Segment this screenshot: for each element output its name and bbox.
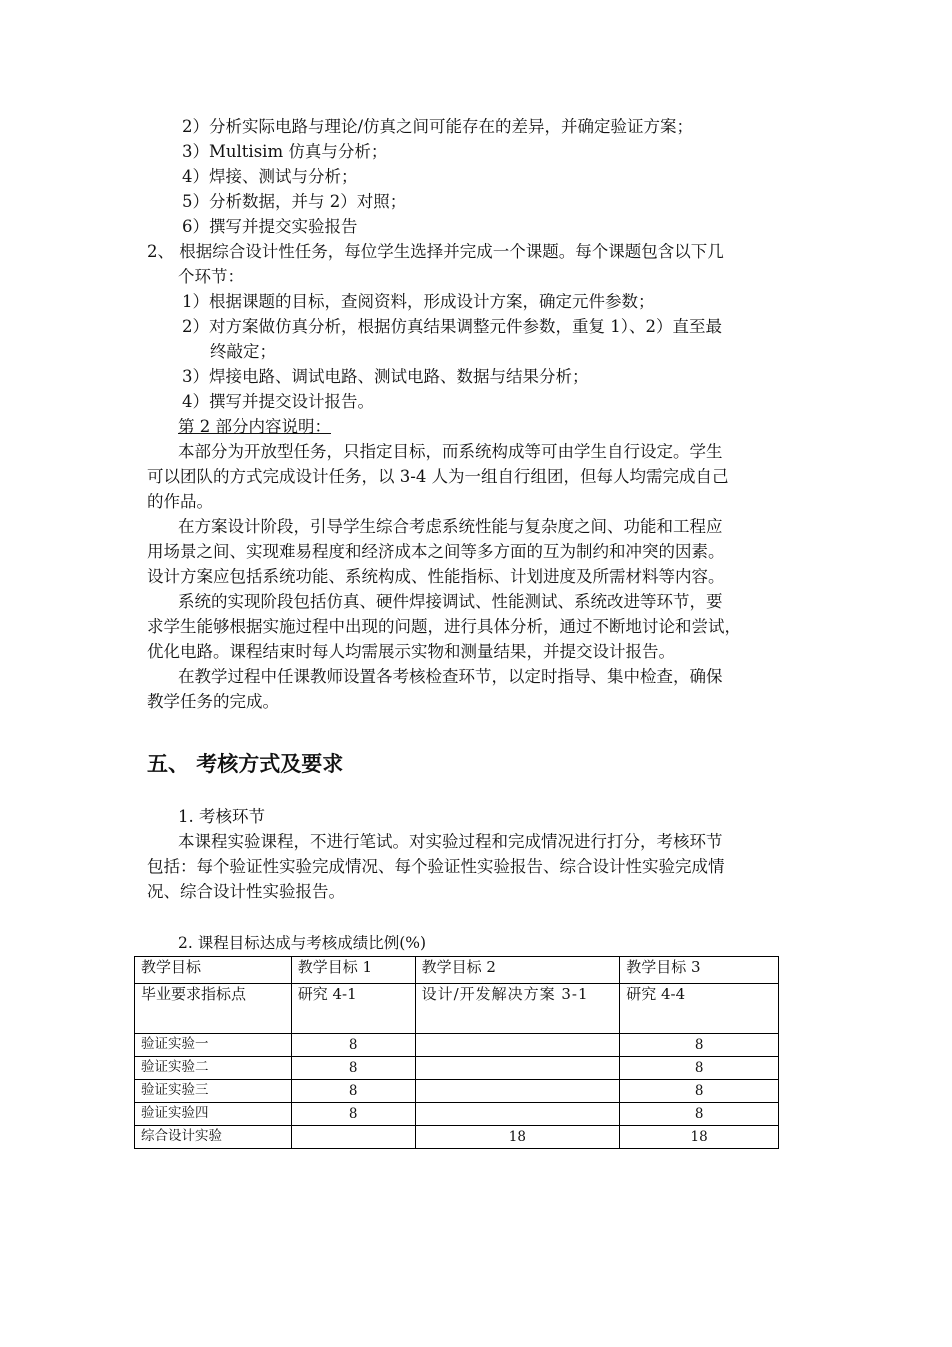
table-cell: 验证实验四 <box>135 1103 292 1126</box>
table-cell: 验证实验二 <box>135 1057 292 1080</box>
step-line: 4）撰写并提交设计报告。 <box>182 392 374 411</box>
paragraph-line: 优化电路。课程结束时每人均需展示实物和测量结果，并提交设计报告。 <box>147 642 675 661</box>
assessment-table <box>134 956 779 1149</box>
table-cell <box>291 1126 415 1149</box>
table-row <box>135 1080 779 1103</box>
table-cell: 18 <box>415 1126 620 1149</box>
table-cell: 验证实验三 <box>135 1080 292 1103</box>
table-header-cell: 教学目标 <box>135 957 292 984</box>
paragraph-line: 教学任务的完成。 <box>147 692 279 711</box>
part2-heading: 第 2 部分内容说明： <box>178 417 331 436</box>
table-caption: 2. 课程目标达成与考核成绩比例(%) <box>178 934 427 952</box>
paragraph-line: 的作品。 <box>147 492 213 511</box>
table-cell: 8 <box>620 1080 779 1103</box>
list-item-2-cont: 个环节： <box>178 267 244 286</box>
step-line: 2）分析实际电路与理论/仿真之间可能存在的差异，并确定验证方案； <box>182 117 694 136</box>
table-requirement-row <box>135 984 779 1034</box>
step-line: 5）分析数据，并与 2）对照； <box>182 192 407 211</box>
step-line: 3）Multisim 仿真与分析； <box>182 142 388 161</box>
table-cell: 验证实验一 <box>135 1034 292 1057</box>
table-cell <box>415 1057 620 1080</box>
paragraph-line: 设计方案应包括系统功能、系统构成、性能指标、计划进度及所需材料等内容。 <box>147 567 725 586</box>
table-header-cell: 教学目标 2 <box>415 957 620 984</box>
step-line: 1）根据课题的目标，查阅资料，形成设计方案，确定元件参数； <box>182 292 655 311</box>
section-title: 五、 考核方式及要求 <box>147 752 344 776</box>
paragraph-line: 包括：每个验证性实验完成情况、每个验证性实验报告、综合设计性实验完成情 <box>147 857 725 876</box>
paragraph-line: 系统的实现阶段包括仿真、硬件焊接调试、性能测试、系统改进等环节，要 <box>178 592 723 611</box>
table-header-cell: 教学目标 3 <box>620 957 779 984</box>
table-row <box>135 1126 779 1149</box>
paragraph-line: 本部分为开放型任务，只指定目标，而系统构成等可由学生自行设定。学生 <box>178 442 723 461</box>
subsection-title: 1. 考核环节 <box>178 807 265 826</box>
table-cell: 8 <box>291 1034 415 1057</box>
table-cell: 8 <box>620 1034 779 1057</box>
table-row <box>135 1057 779 1080</box>
table-row <box>135 1103 779 1126</box>
step-line-cont: 终敲定； <box>210 342 276 361</box>
paragraph-line: 在方案设计阶段，引导学生综合考虑系统性能与复杂度之间、功能和工程应 <box>178 517 723 536</box>
table-row <box>135 1034 779 1057</box>
table-cell <box>415 1103 620 1126</box>
table-header-cell: 教学目标 1 <box>291 957 415 984</box>
paragraph-line: 在教学过程中任课教师设置各考核检查环节，以定时指导、集中检查，确保 <box>178 667 723 686</box>
table-cell: 8 <box>620 1103 779 1126</box>
step-line: 3）焊接电路、调试电路、测试电路、数据与结果分析； <box>182 367 589 386</box>
paragraph-line: 求学生能够根据实施过程中出现的问题，进行具体分析，通过不断地讨论和尝试， <box>147 617 741 636</box>
table-cell: 研究 4-4 <box>620 984 779 1034</box>
table-cell: 综合设计实验 <box>135 1126 292 1149</box>
step-line: 6）撰写并提交实验报告 <box>182 217 358 236</box>
paragraph-line: 本课程实验课程，不进行笔试。对实验过程和完成情况进行打分，考核环节 <box>178 832 723 851</box>
step-line: 4）焊接、测试与分析； <box>182 167 358 186</box>
table-cell: 研究 4-1 <box>291 984 415 1034</box>
table-header-row <box>135 957 779 984</box>
list-item-2: 2、 根据综合设计性任务，每位学生选择并完成一个课题。每个课题包含以下几 <box>147 242 724 261</box>
table-cell: 8 <box>291 1057 415 1080</box>
table-cell: 毕业要求指标点 <box>135 984 292 1034</box>
table-cell <box>415 1080 620 1103</box>
table-cell: 设计/开发解决方案 3-1 <box>415 984 620 1034</box>
paragraph-line: 用场景之间、实现难易程度和经济成本之间等多方面的互为制约和冲突的因素。 <box>147 542 725 561</box>
paragraph-line: 可以团队的方式完成设计任务，以 3-4 人为一组自行组团，但每人均需完成自己 <box>147 467 729 486</box>
table-cell: 8 <box>291 1080 415 1103</box>
table-cell <box>415 1034 620 1057</box>
paragraph-line: 况、综合设计性实验报告。 <box>147 882 345 901</box>
step-line: 2）对方案做仿真分析，根据仿真结果调整元件参数，重复 1）、2）直至最 <box>182 317 722 336</box>
table-cell: 8 <box>291 1103 415 1126</box>
table-cell: 18 <box>620 1126 779 1149</box>
table-cell: 8 <box>620 1057 779 1080</box>
